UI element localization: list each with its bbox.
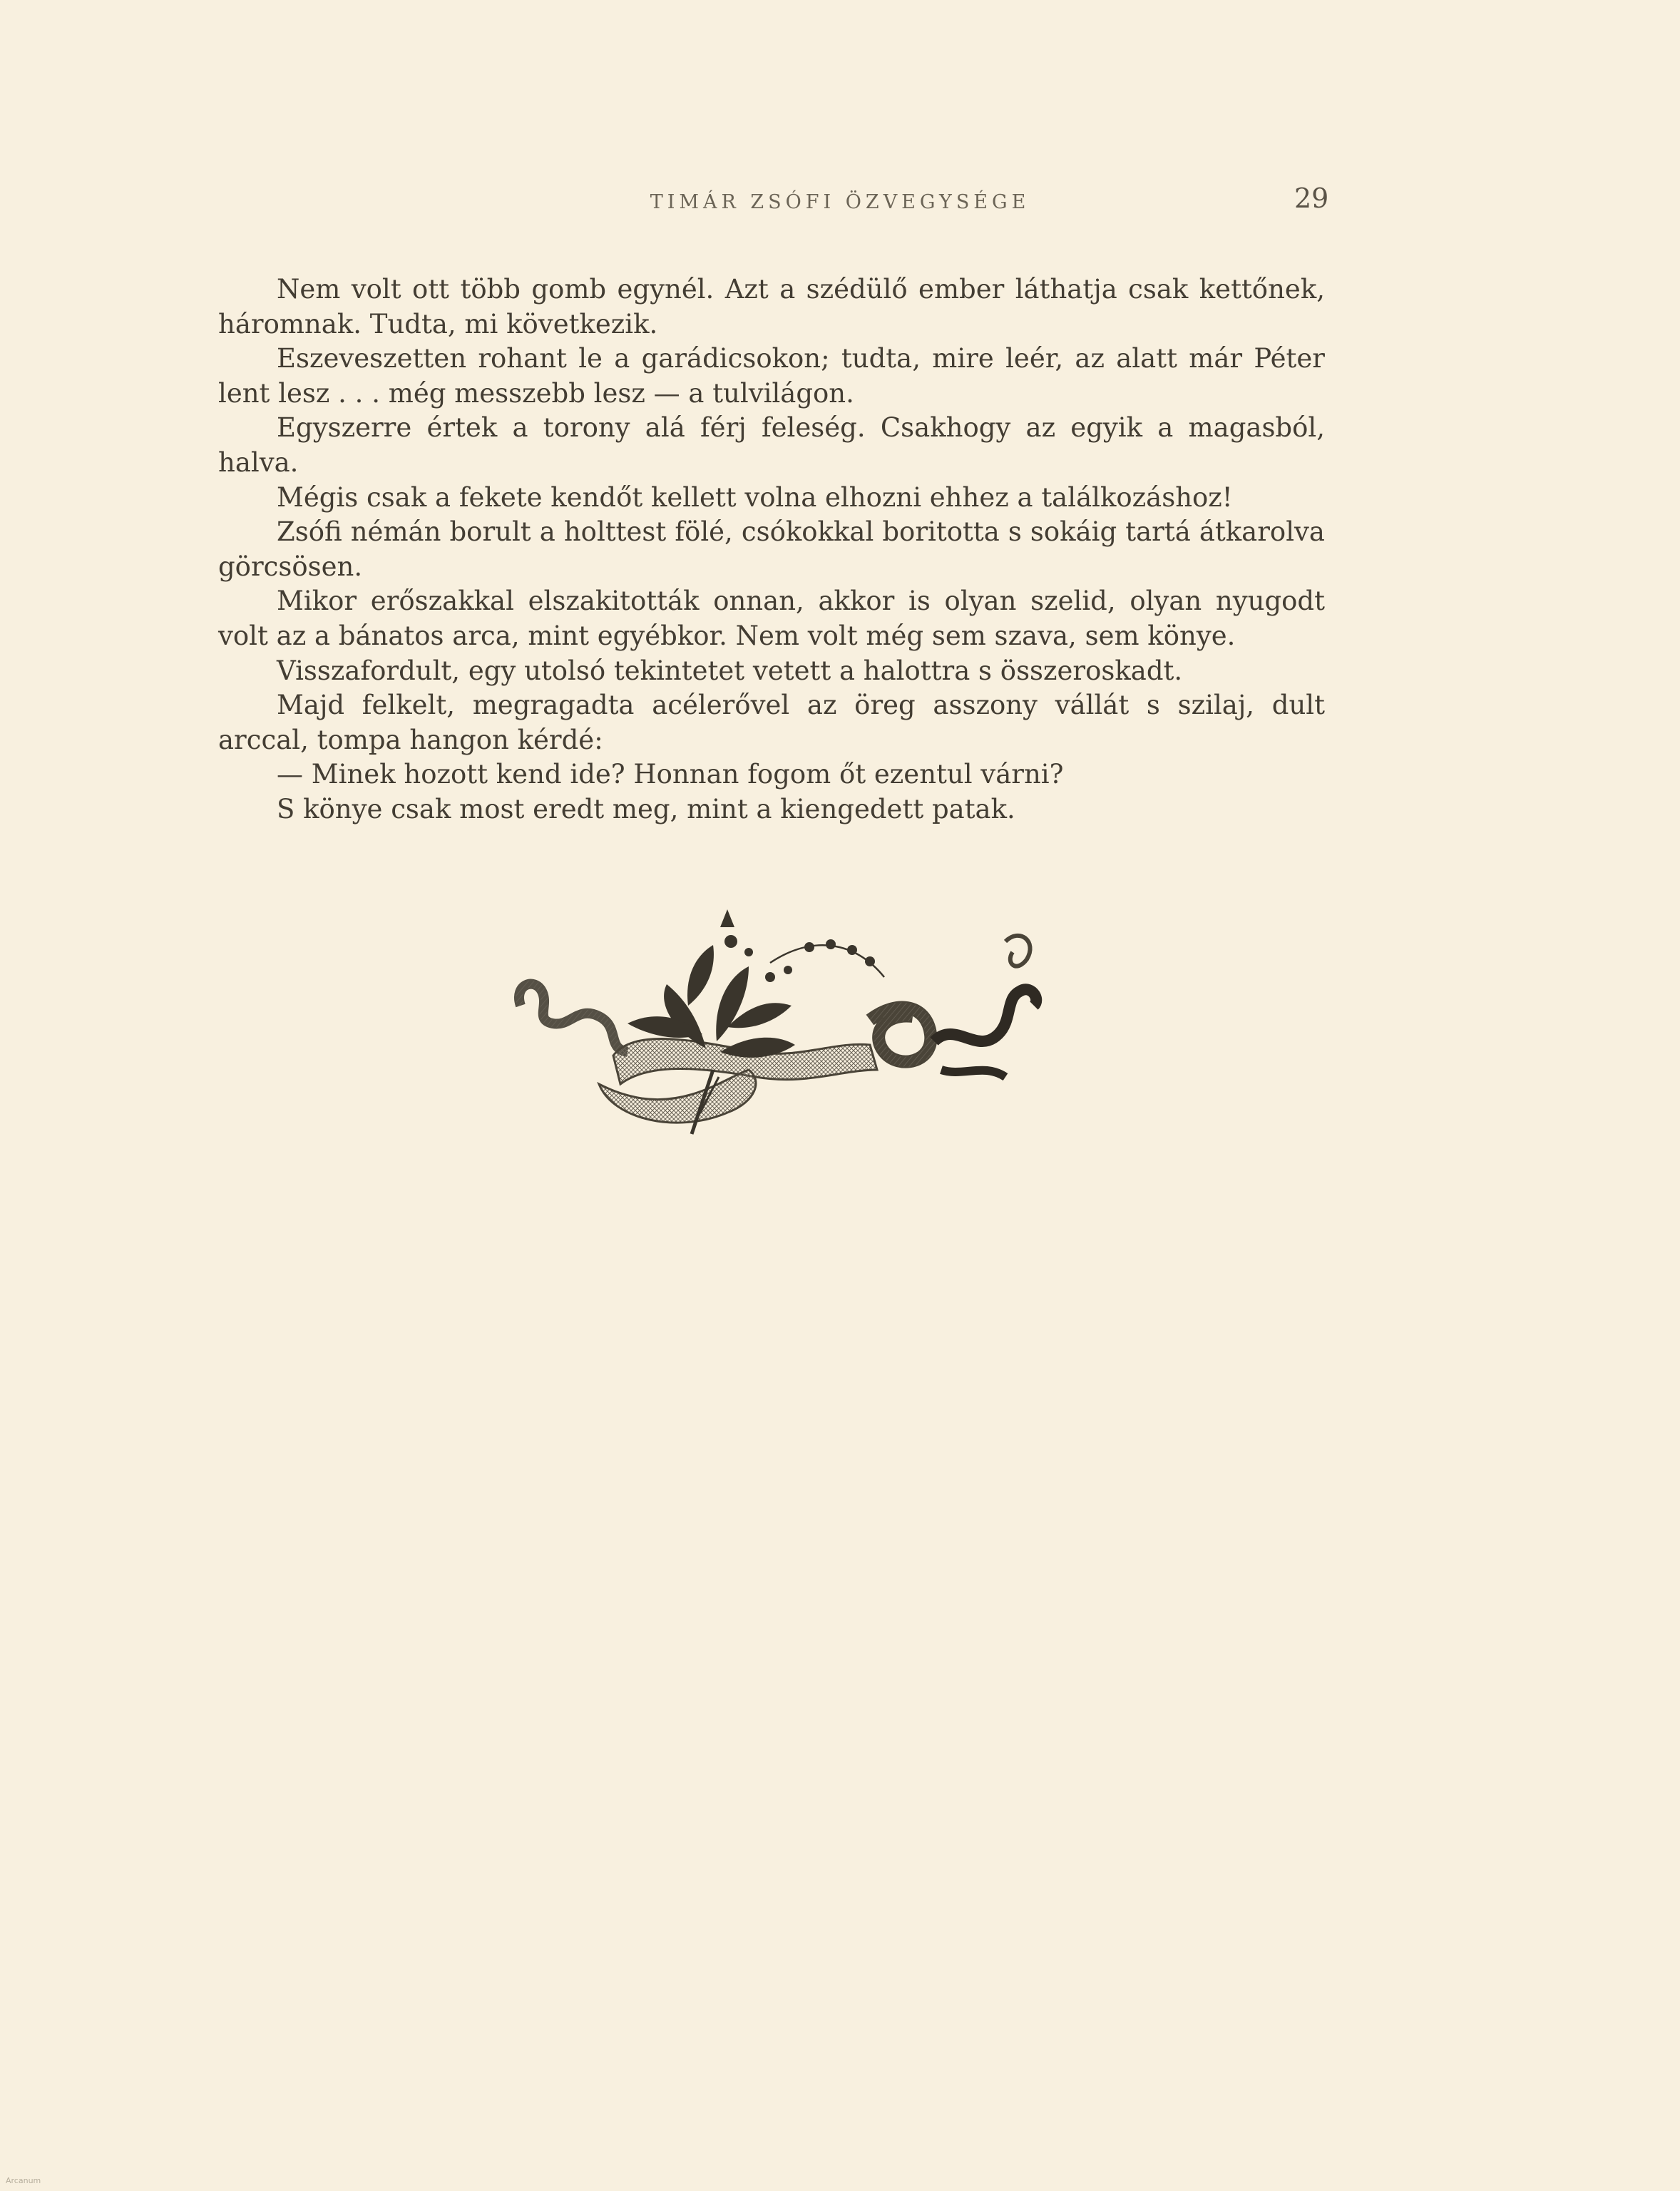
paragraph: S könye csak most eredt meg, mint a kiengedett patak.	[277, 793, 1015, 824]
paragraph: Eszeveszetten rohant le a garádicsokon; tudta, mire leér, az alatt már Péter lent lesz . . . még messzebb lesz — a tulvilágon.	[218, 343, 1325, 409]
paragraph: Mégis csak a fekete kendőt kellett volna elhozni ehhez a találkozáshoz!	[277, 481, 1233, 513]
paragraph: Mikor erőszakkal elszakitották onnan, akkor is olyan szelid, olyan nyugodt volt az a bánatos arca, mint egyébkor. Nem volt még sem szava, sem könye.	[218, 586, 1325, 651]
body-text	[218, 272, 1325, 827]
paragraph: Majd felkelt, megragadta acélerővel az öreg asszony vállát s szilaj, dult arccal, tompa hangon kérdé:	[218, 690, 1325, 755]
page-number: 29	[1294, 183, 1329, 214]
paragraph: — Minek hozott kend ide? Honnan fogom őt ezentul várni?	[277, 759, 1064, 790]
paragraph: Nem volt ott több gomb egynél. Azt a szédülő ember láthatja csak kettőnek, háromnak. Tudta, mi következik.	[218, 274, 1325, 339]
paragraph: Egyszerre értek a torony alá férj feleség. Csakhogy az egyik a magasból, halva.	[218, 412, 1325, 478]
paragraph: Visszafordult, egy utolsó tekintetet vetett a halottra s összeroskadt.	[277, 655, 1183, 686]
archive-stamp: Arcanum	[6, 2176, 41, 2185]
floral-bouquet-ribbon-vignette-icon	[513, 899, 1048, 1198]
paragraph: Zsófi némán borult a holttest fölé, csókokkal boritotta s sokáig tartá átkarolva görcsösen.	[218, 516, 1325, 582]
running-head: TIMÁR ZSÓFI ÖZVEGYSÉGE	[650, 191, 1030, 213]
